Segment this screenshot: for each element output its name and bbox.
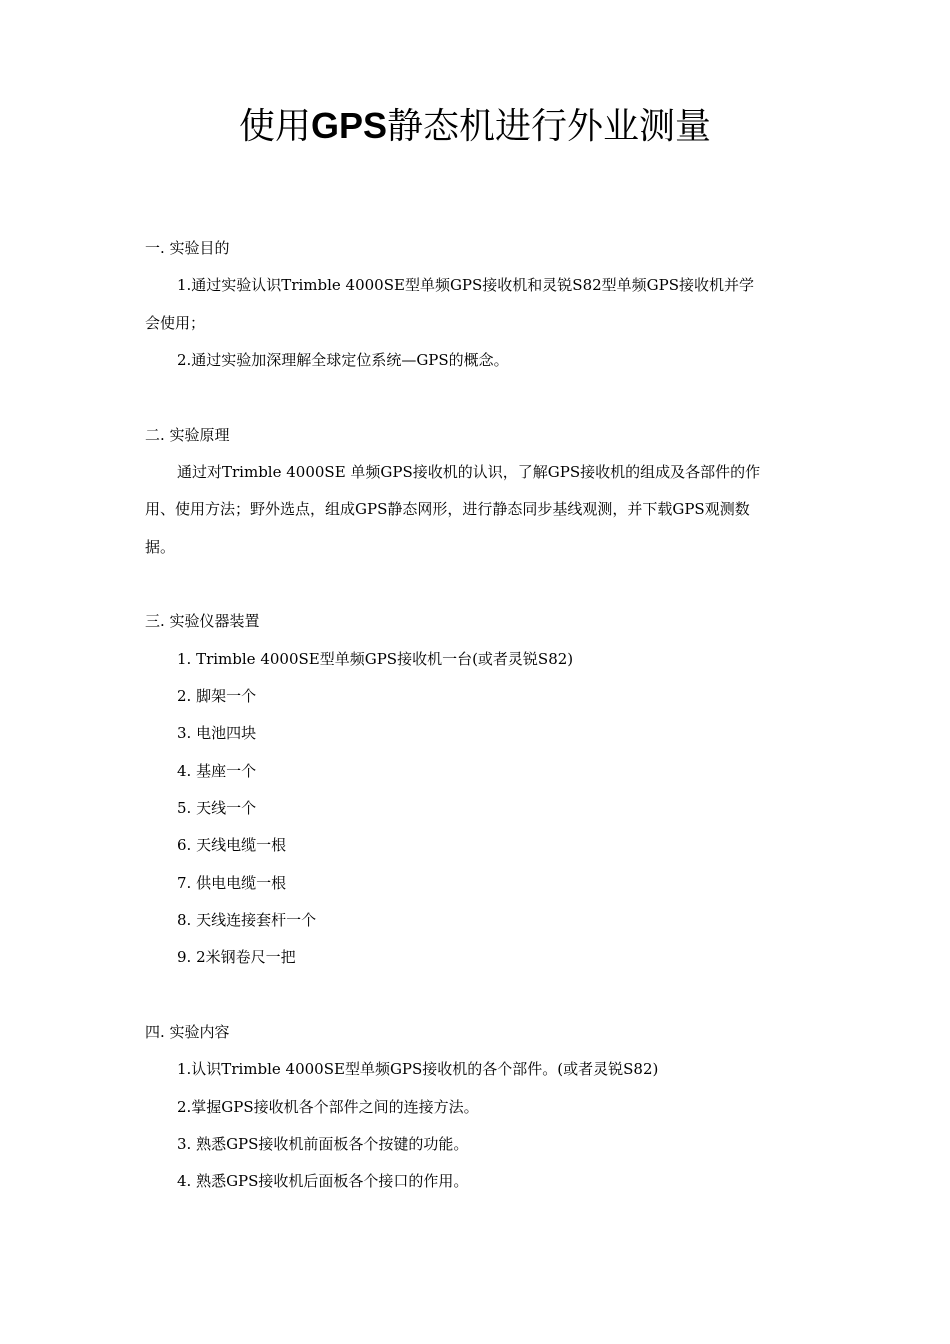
section-heading-purpose: 一. 实验目的 [145,239,230,257]
equipment-item: 8. 天线连接套杆一个 [177,911,317,929]
purpose-item-2: 2.通过实验加深理解全球定位系统—GPS的概念。 [177,351,509,369]
equipment-item: 2. 脚架一个 [177,687,257,705]
purpose-item-1-line-2: 会使用； [145,314,206,332]
title-prefix: 使用 [238,106,311,147]
section-heading-equipment: 三. 实验仪器装置 [145,612,260,630]
equipment-item: 7. 供电电缆一根 [177,874,287,892]
principle-line-3: 据。 [145,538,176,556]
equipment-item: 4. 基座一个 [177,762,257,780]
content-item: 1.认识Trimble 4000SE型单频GPS接收机的各个部件。(或者灵锐S82) [177,1060,659,1078]
section-heading-principle: 二. 实验原理 [145,426,230,444]
content-item: 4. 熟悉GPS接收机后面板各个接口的作用。 [177,1172,469,1190]
content-item: 2.掌握GPS接收机各个部件之间的连接方法。 [177,1098,479,1116]
title-gps: GPS [310,105,388,146]
title-suffix: 静态机进行外业测量 [387,106,712,147]
section-heading-content: 四. 实验内容 [145,1023,230,1041]
equipment-item: 6. 天线电缆一根 [177,836,287,854]
equipment-item: 3. 电池四块 [177,724,257,742]
principle-line-1: 通过对Trimble 4000SE 单频GPS接收机的认识，了解GPS接收机的组成及各部件的作 [177,463,761,481]
content-item: 3. 熟悉GPS接收机前面板各个按键的功能。 [177,1135,469,1153]
equipment-item: 5. 天线一个 [177,799,257,817]
equipment-item: 1. Trimble 4000SE型单频GPS接收机一台(或者灵锐S82) [177,650,574,668]
page-title [0,102,950,151]
equipment-item: 9. 2米钢卷尺一把 [177,948,296,966]
principle-line-2: 用、使用方法；野外选点，组成GPS静态网形，进行静态同步基线观测，并下载GPS观测数 [145,500,750,518]
purpose-item-1-line-1: 1.通过实验认识Trimble 4000SE型单频GPS接收机和灵锐S82型单频GPS接收机并学 [177,276,755,294]
